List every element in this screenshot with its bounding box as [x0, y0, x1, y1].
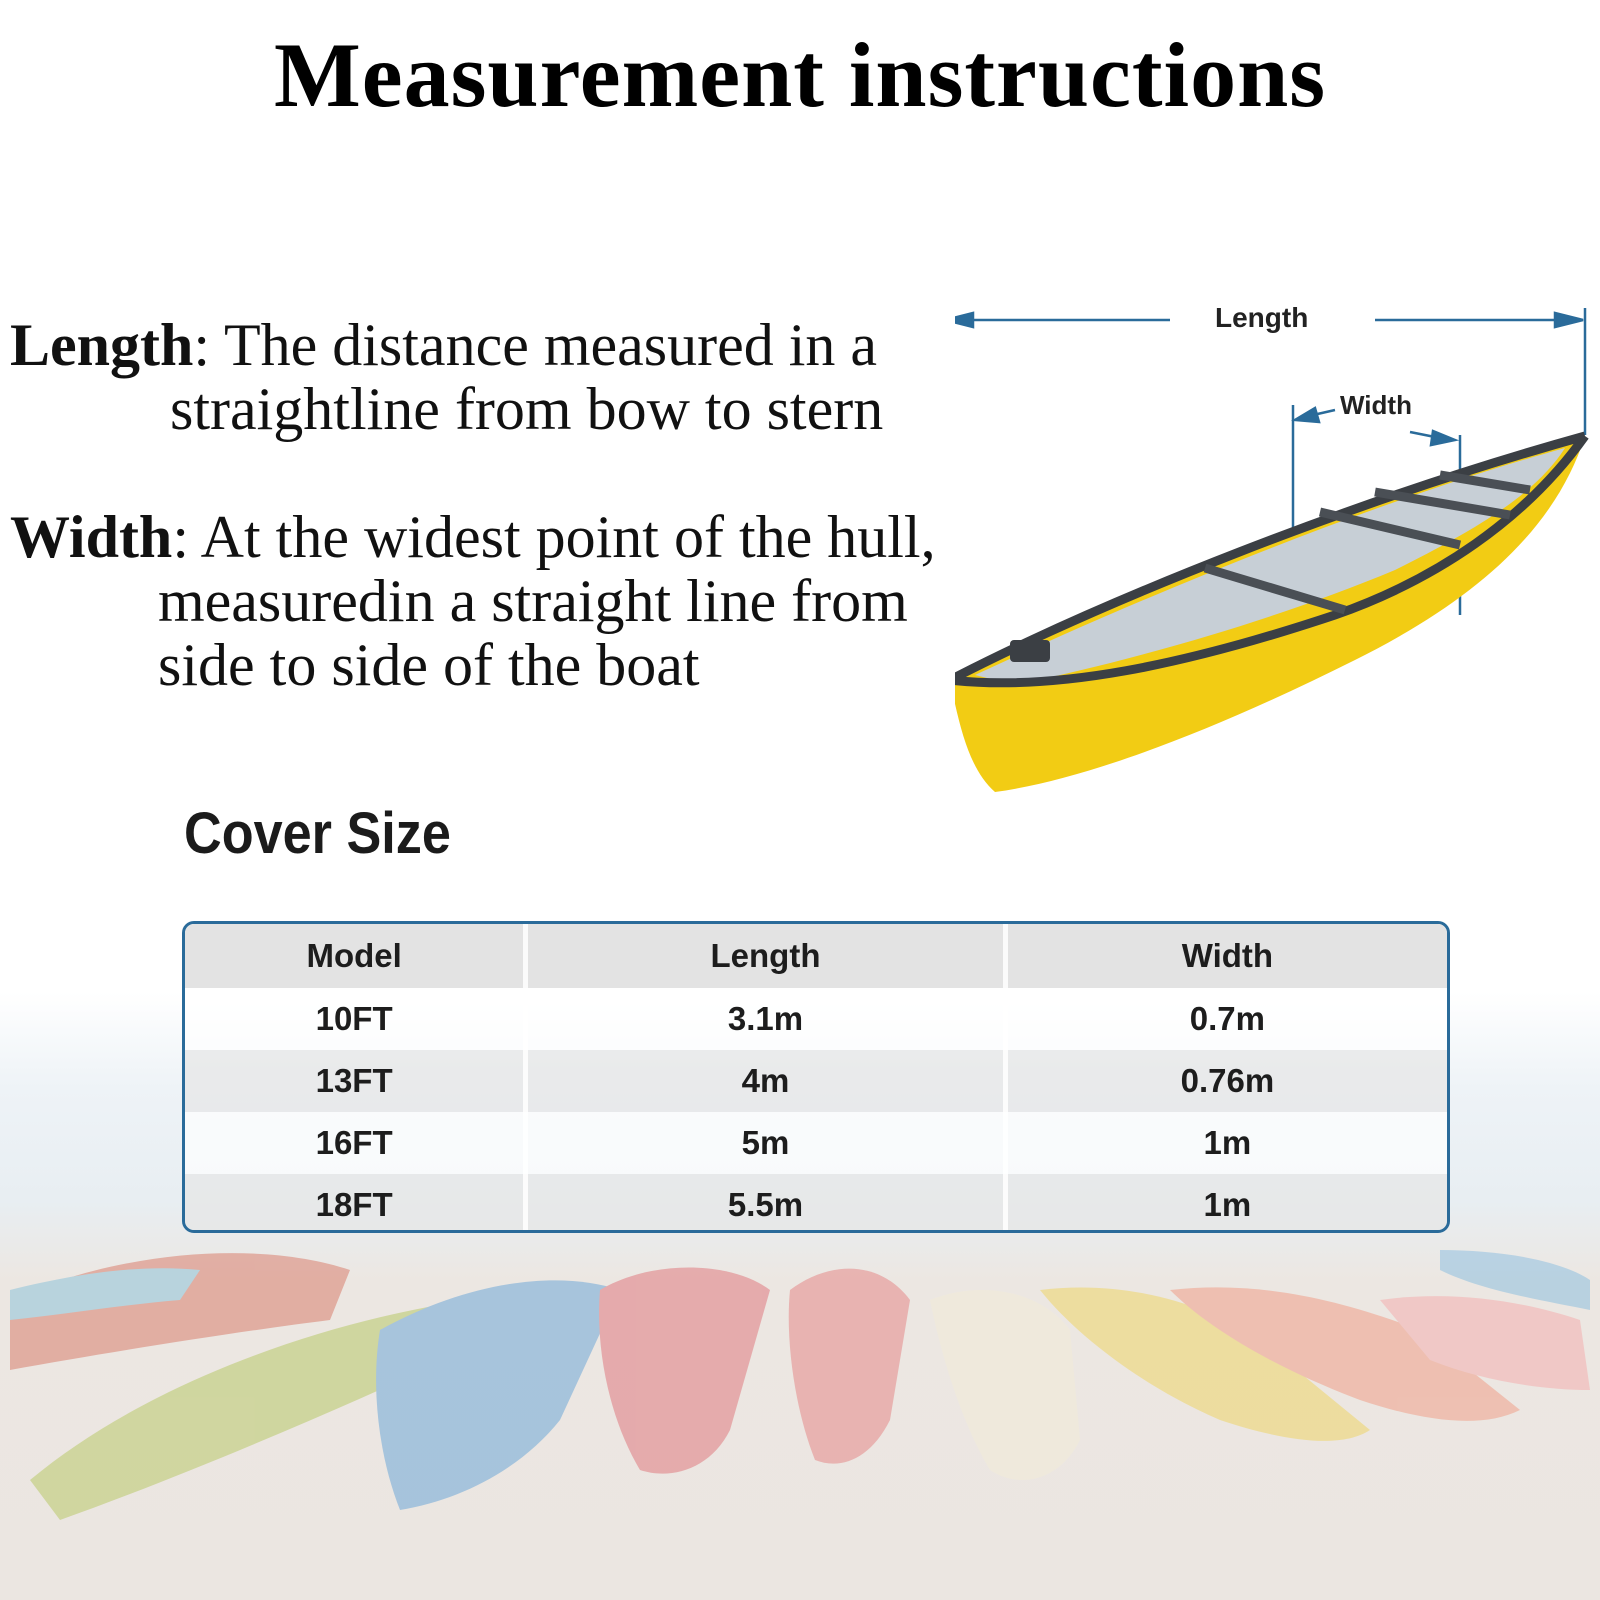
width-arrow-right-head — [1431, 431, 1455, 445]
canoe-bow-deck — [1010, 640, 1050, 662]
cell-model: 16FT — [185, 1112, 526, 1174]
cell-width: 1m — [1005, 1174, 1447, 1233]
header-length: Length — [526, 924, 1006, 988]
table-row — [185, 1174, 1447, 1233]
cell-model: 13FT — [185, 1050, 526, 1112]
cell-length: 3.1m — [526, 988, 1006, 1050]
arrow-left-head — [955, 313, 973, 327]
length-definition-line-2: straightline from bow to stern — [170, 376, 884, 442]
length-definition-line-1: : The distance measured in a — [193, 312, 878, 378]
width-term: Width — [10, 504, 173, 570]
width-definition-line-1: : At the widest point of the hull, — [172, 504, 936, 570]
cover-size-table — [182, 921, 1450, 1233]
arrow-right-head — [1555, 313, 1583, 327]
header-width: Width — [1005, 924, 1447, 988]
cell-model: 10FT — [185, 988, 526, 1050]
table-row — [185, 1050, 1447, 1112]
diagram-width-label: Width — [1340, 390, 1412, 420]
length-definition — [10, 313, 883, 441]
cell-width: 0.76m — [1005, 1050, 1447, 1112]
cell-length: 5m — [526, 1112, 1006, 1174]
cell-width: 0.7m — [1005, 988, 1447, 1050]
cell-width: 1m — [1005, 1112, 1447, 1174]
page-title: Measurement instructions — [273, 24, 1327, 126]
cell-length: 4m — [526, 1050, 1006, 1112]
cell-model: 18FT — [185, 1174, 526, 1233]
header-model: Model — [185, 924, 526, 988]
width-definition — [10, 505, 936, 697]
cover-size-heading: Cover Size — [184, 801, 451, 866]
width-definition-line-2: measuredin a straight line from — [158, 568, 908, 634]
canoe-diagram — [955, 300, 1595, 820]
length-term: Length — [10, 312, 194, 378]
width-definition-line-3: side to side of the boat — [158, 632, 700, 698]
table-row — [185, 1112, 1447, 1174]
table-row — [185, 988, 1447, 1050]
diagram-length-label: Length — [1215, 302, 1309, 333]
cell-length: 5.5m — [526, 1174, 1006, 1233]
table-header-row — [185, 924, 1447, 988]
width-arrow-left-head — [1295, 408, 1319, 422]
